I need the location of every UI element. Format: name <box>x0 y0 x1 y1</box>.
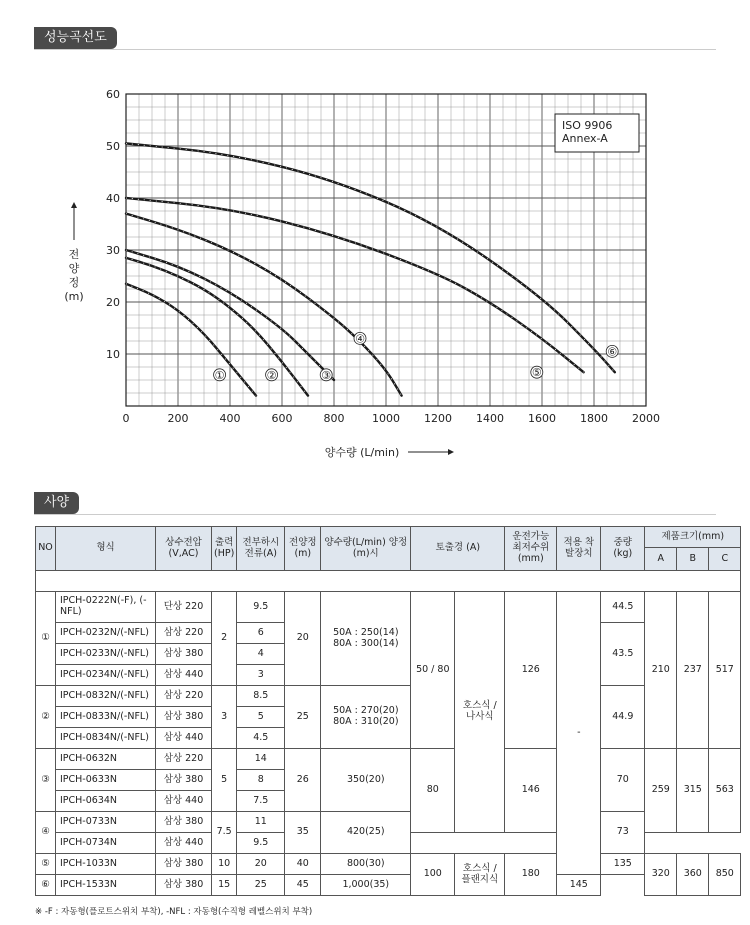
x-axis-arrow-head <box>448 449 454 455</box>
row-head: 45 <box>285 875 321 896</box>
row-no: ⑥ <box>36 875 56 896</box>
curve-label: ① <box>214 368 225 382</box>
row-model: IPCH-0232N/(-NFL) <box>56 623 156 644</box>
row-no: ② <box>36 686 56 749</box>
y-tick-label: 10 <box>106 348 120 361</box>
y-tick-label: 20 <box>106 296 120 309</box>
performance-curve-chart <box>0 80 750 470</box>
row-dim-a: 210 <box>645 592 677 749</box>
x-tick-label: 400 <box>219 412 241 425</box>
row-head: 25 <box>285 686 321 749</box>
row-weight: 70 <box>601 749 645 812</box>
row-current: 8.5 <box>237 686 285 707</box>
row-model: IPCH-1033N <box>56 854 156 875</box>
y-tick-label: 30 <box>106 244 120 257</box>
y-axis-label: 정 <box>68 276 80 289</box>
y-axis-label: (m) <box>64 290 84 303</box>
row-no: ① <box>36 592 56 686</box>
header-voltage: 상수전압 (V,AC) <box>156 527 212 571</box>
row-model: IPCH-0234N/(-NFL) <box>56 665 156 686</box>
row-voltage: 삼상 380 <box>156 854 212 875</box>
x-axis-label: 양수량 (L/min) <box>324 446 400 459</box>
x-tick-label: 2000 <box>632 412 660 425</box>
table-row <box>36 812 741 833</box>
header-outlet: 토출경 (A) <box>411 527 505 571</box>
row-no: ⑤ <box>36 854 56 875</box>
row-no: ③ <box>36 749 56 812</box>
row-dim-c: 563 <box>709 749 741 833</box>
spec-table <box>35 526 741 896</box>
row-output: 7.5 <box>212 812 237 854</box>
row-voltage: 삼상 440 <box>156 833 212 854</box>
row-output: 15 <box>212 875 237 896</box>
row-model: IPCH-0734N <box>56 833 156 854</box>
row-flow: 50A : 250(14) 80A : 300(14) <box>321 592 411 686</box>
header-dims: 제품크기(mm) <box>645 527 741 548</box>
row-dim-b: 237 <box>677 592 709 749</box>
row-weight: 73 <box>601 812 645 854</box>
row-output: 5 <box>212 749 237 812</box>
row-current: 9.5 <box>237 833 285 854</box>
row-model: IPCH-0832N/(-NFL) <box>56 686 156 707</box>
row-output: 10 <box>212 854 237 875</box>
row-current: 3 <box>237 665 285 686</box>
row-dim-b: 315 <box>677 749 709 833</box>
row-voltage: 삼상 380 <box>156 707 212 728</box>
row-voltage: 삼상 220 <box>156 749 212 770</box>
table-row <box>36 592 741 623</box>
spec-section-divider <box>34 514 716 515</box>
x-tick-label: 200 <box>167 412 189 425</box>
row-min-level: 126 <box>505 592 557 749</box>
row-current: 4.5 <box>237 728 285 749</box>
x-tick-label: 1800 <box>580 412 608 425</box>
row-current: 20 <box>237 854 285 875</box>
row-flow: 350(20) <box>321 749 411 812</box>
row-voltage: 삼상 380 <box>156 770 212 791</box>
row-voltage: 삼상 220 <box>156 623 212 644</box>
chart-section-divider <box>34 49 716 50</box>
row-current: 6 <box>237 623 285 644</box>
row-weight: 44.9 <box>601 686 645 749</box>
row-current: 14 <box>237 749 285 770</box>
row-model: IPCH-1533N <box>56 875 156 896</box>
header-model: 형식 <box>56 527 156 571</box>
row-stirrer: - <box>557 592 601 875</box>
header-output: 출력 (HP) <box>212 527 237 571</box>
curve-label: ② <box>266 368 277 382</box>
row-voltage: 단상 220 <box>156 592 212 623</box>
curve-label: ④ <box>355 332 365 346</box>
row-model: IPCH-0733N <box>56 812 156 833</box>
row-current: 7.5 <box>237 791 285 812</box>
row-current: 9.5 <box>237 592 285 623</box>
row-weight: 44.5 <box>601 592 645 623</box>
row-current: 8 <box>237 770 285 791</box>
y-axis-arrow-head <box>71 202 77 208</box>
x-tick-label: 800 <box>323 412 345 425</box>
row-voltage: 삼상 440 <box>156 728 212 749</box>
row-dim-a: 259 <box>645 749 677 833</box>
row-model: IPCH-0834N/(-NFL) <box>56 728 156 749</box>
row-connection: 호스식 / 나사식 <box>455 592 505 833</box>
row-model: IPCH-0222N(-F), (-NFL) <box>56 592 156 623</box>
row-voltage: 삼상 220 <box>156 686 212 707</box>
row-head: 40 <box>285 854 321 875</box>
header-flow: 양수량(L/min) 양정(m)시 <box>321 527 411 571</box>
row-current: 11 <box>237 812 285 833</box>
row-voltage: 삼상 380 <box>156 875 212 896</box>
table-row <box>36 875 741 896</box>
row-flow: 50A : 270(20) 80A : 310(20) <box>321 686 411 749</box>
row-model: IPCH-0633N <box>56 770 156 791</box>
row-model: IPCH-0233N/(-NFL) <box>56 644 156 665</box>
x-tick-label: 1200 <box>424 412 452 425</box>
row-no: ④ <box>36 812 56 854</box>
x-tick-label: 1400 <box>476 412 504 425</box>
row-min-level: 146 <box>505 749 557 833</box>
row-model: IPCH-0833N/(-NFL) <box>56 707 156 728</box>
row-outlet: 100 <box>411 854 455 896</box>
row-head: 20 <box>285 592 321 686</box>
y-tick-label: 50 <box>106 140 120 153</box>
row-voltage: 삼상 380 <box>156 644 212 665</box>
header-dim-c: C <box>709 548 741 571</box>
row-current: 4 <box>237 644 285 665</box>
row-dim-a: 320 <box>645 854 677 896</box>
curve-label: ③ <box>321 368 332 382</box>
row-current: 5 <box>237 707 285 728</box>
header-dim-a: A <box>645 548 677 571</box>
row-connection: 호스식 / 플랜지식 <box>455 854 505 896</box>
table-row <box>36 854 741 875</box>
chart-section-title: 성능곡선도 <box>34 27 117 49</box>
row-output: 2 <box>212 592 237 686</box>
row-model: IPCH-0632N <box>56 749 156 770</box>
row-dim-c: 850 <box>709 854 741 896</box>
row-current: 25 <box>237 875 285 896</box>
row-head: 26 <box>285 749 321 812</box>
row-voltage: 삼상 380 <box>156 812 212 833</box>
header-dim-b: B <box>677 548 709 571</box>
row-output: 3 <box>212 686 237 749</box>
row-head: 35 <box>285 812 321 854</box>
y-tick-label: 40 <box>106 192 120 205</box>
row-outlet: 80 <box>411 749 455 833</box>
row-min-level: 180 <box>505 854 557 896</box>
row-outlet: 50 / 80 <box>411 592 455 749</box>
row-dim-c: 517 <box>709 592 741 749</box>
header-min-level: 운전가능 최저수위 (mm) <box>505 527 557 571</box>
y-axis-label: 양 <box>68 262 80 275</box>
row-flow: 420(25) <box>321 812 411 854</box>
curve-label: ⑤ <box>531 366 542 380</box>
header-no: NO <box>36 527 56 571</box>
row-flow: 1,000(35) <box>321 875 411 896</box>
iso-annotation-text: ISO 9906 <box>562 119 613 132</box>
iso-annotation-text: Annex-A <box>562 132 608 145</box>
header-current: 전부하시 전류(A) <box>237 527 285 571</box>
x-tick-label: 600 <box>271 412 293 425</box>
footnote: ※ -F : 자동형(플로트스위치 부착), -NFL : 자동형(수직형 레벨스위치 부착) <box>35 907 313 917</box>
y-axis-label: 전 <box>68 248 80 261</box>
curve-label: ⑥ <box>607 345 618 359</box>
spec-section-title: 사양 <box>34 492 79 514</box>
row-weight: 135 <box>601 854 645 875</box>
y-tick-label: 60 <box>106 88 120 101</box>
x-tick-label: 1000 <box>372 412 400 425</box>
header-head: 전양정 (m) <box>285 527 321 571</box>
row-voltage: 삼상 440 <box>156 665 212 686</box>
row-weight: 43.5 <box>601 623 645 686</box>
row-model: IPCH-0634N <box>56 791 156 812</box>
row-weight: 145 <box>557 875 601 896</box>
x-tick-label: 1600 <box>528 412 556 425</box>
row-flow: 800(30) <box>321 854 411 875</box>
row-dim-b: 360 <box>677 854 709 896</box>
table-row <box>36 749 741 770</box>
x-tick-label: 0 <box>122 412 130 425</box>
table-row <box>36 686 741 707</box>
header-stirrer: 적용 착탈장치 <box>557 527 601 571</box>
row-voltage: 삼상 440 <box>156 791 212 812</box>
header-weight: 중량 (kg) <box>601 527 645 571</box>
